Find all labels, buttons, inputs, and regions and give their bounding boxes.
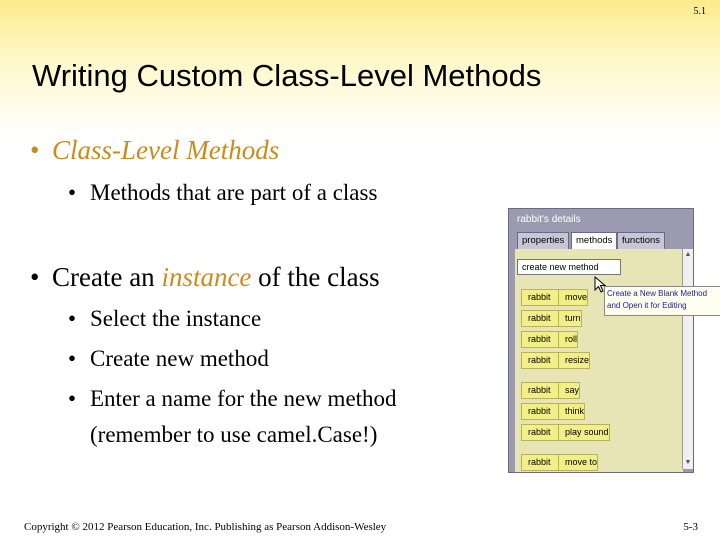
bullet-dot: • bbox=[30, 262, 40, 292]
bullet-dot: • bbox=[68, 386, 77, 411]
tooltip bbox=[604, 286, 720, 316]
method-tile-play-sound[interactable]: rabbit play sound bbox=[521, 424, 610, 441]
bullet-class-level-methods bbox=[30, 135, 279, 166]
bullet-dot: • bbox=[68, 346, 77, 371]
bullet-text: (remember to use camel.Case!) bbox=[90, 422, 378, 447]
bullet-create-instance bbox=[30, 262, 380, 293]
slide-number: 5.1 bbox=[693, 6, 706, 17]
bullet-dot: • bbox=[30, 135, 40, 165]
create-new-method-button[interactable]: create new method bbox=[517, 259, 621, 275]
tab-methods[interactable]: methods bbox=[571, 232, 617, 249]
bullet-dot: • bbox=[68, 306, 77, 331]
method-tile-roll[interactable]: rabbit roll bbox=[521, 331, 578, 348]
tooltip-line: and Open it for Editing bbox=[607, 301, 687, 310]
bullet-text: Enter a name for the new method bbox=[90, 386, 397, 411]
bullet-text: Class-Level Methods bbox=[52, 135, 280, 165]
method-tile-move[interactable]: rabbit move bbox=[521, 289, 588, 306]
panel-title: rabbit's details bbox=[517, 214, 581, 225]
sub-bullet-select bbox=[68, 306, 261, 332]
sub-bullet-enter-name bbox=[68, 386, 397, 412]
tab-functions[interactable]: functions bbox=[617, 232, 665, 249]
bullet-text-post: of the class bbox=[251, 262, 380, 292]
bullet-text: Select the instance bbox=[90, 306, 262, 331]
sub-bullet-create bbox=[68, 346, 269, 372]
bullet-text: Methods that are part of a class bbox=[90, 180, 378, 205]
bullet-dot: • bbox=[68, 180, 77, 205]
footer-copyright: Copyright © 2012 Pearson Education, Inc. Publishing as Pearson Addison-Wesley bbox=[24, 521, 387, 533]
bullet-text-pre: Create an bbox=[52, 262, 162, 292]
slide-title: Writing Custom Class-Level Methods bbox=[32, 58, 542, 93]
bullet-text: Create new method bbox=[90, 346, 269, 371]
footer-page-number: 5-3 bbox=[683, 521, 698, 533]
sub-bullet-camelcase bbox=[90, 422, 377, 448]
tab-properties[interactable]: properties bbox=[517, 232, 569, 249]
method-tile-think[interactable]: rabbit think bbox=[521, 403, 585, 420]
method-tile-turn[interactable]: rabbit turn bbox=[521, 310, 582, 327]
bullet-text-emph: instance bbox=[161, 262, 252, 292]
scroll-up-icon[interactable]: ▲ bbox=[684, 251, 692, 258]
method-tile-say[interactable]: rabbit say bbox=[521, 382, 580, 399]
details-panel bbox=[508, 208, 694, 473]
scroll-down-icon[interactable]: ▼ bbox=[684, 459, 692, 466]
tooltip-line: Create a New Blank Method bbox=[607, 289, 708, 298]
method-tile-move-to[interactable]: rabbit move to bbox=[521, 454, 598, 471]
panel-scrollbar[interactable] bbox=[682, 249, 693, 469]
method-tile-resize[interactable]: rabbit resize bbox=[521, 352, 590, 369]
sub-bullet-methods-part bbox=[68, 180, 377, 206]
